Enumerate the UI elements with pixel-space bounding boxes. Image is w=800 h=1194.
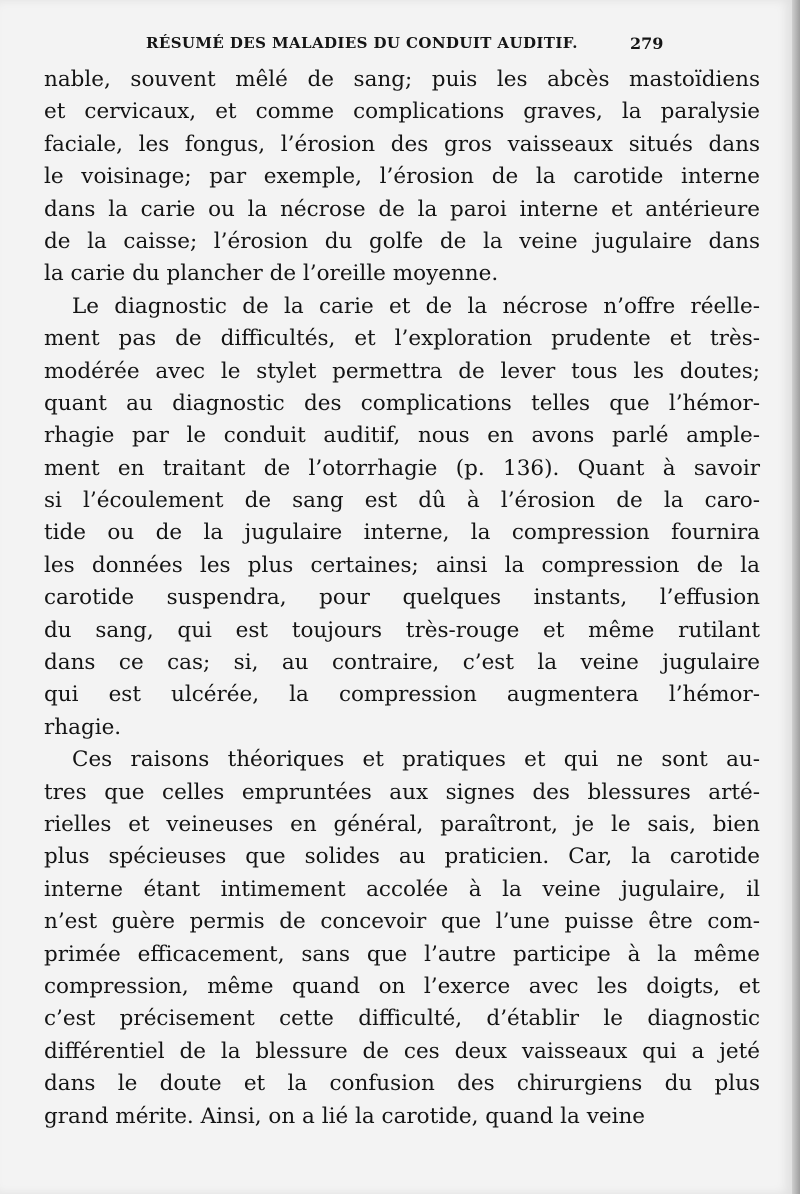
text-line: du sang, qui est toujours très-rouge et même rutilant — [44, 617, 760, 643]
text-line: différentiel de la blessure de ces deux vaisseaux qui a jeté — [44, 1038, 760, 1064]
text-line: le voisinage; par exemple, l’érosion de la carotide interne — [44, 164, 760, 190]
text-line: rhagie. — [44, 714, 122, 740]
text-line: la carie du plancher de l’oreille moyenne. — [44, 261, 499, 287]
text-line: ment pas de difficultés, et l’exploration prudente et très- — [44, 326, 760, 352]
text-line: ment en traitant de l’otorrhagie (p. 136). Quant à savoir — [44, 455, 760, 481]
text-line: quant au diagnostic des complications telles que l’hémor- — [44, 390, 760, 416]
text-line: interne étant intimement accolée à la veine jugulaire, il — [44, 876, 760, 902]
text-line: dans le doute et la confusion des chirurgiens du plus — [44, 1071, 760, 1097]
text-line: faciale, les fongus, l’érosion des gros vaisseaux situés dans — [44, 131, 760, 157]
text-line: dans la carie ou la nécrose de la paroi interne et antérieure — [44, 196, 760, 222]
text-line: Ces raisons théoriques et pratiques et qui ne sont au- — [72, 747, 760, 773]
page-number: 279 — [630, 34, 664, 53]
text-line: dans ce cas; si, au contraire, c’est la veine jugulaire — [44, 650, 760, 676]
running-title: RÉSUMÉ DES MALADIES DU CONDUIT AUDITIF. — [146, 34, 578, 52]
paragraph — [44, 64, 760, 291]
text-line: qui est ulcérée, la compression augmentera l’hémor- — [44, 682, 760, 708]
text-line: tide ou de la jugulaire interne, la compression fournira — [44, 520, 760, 546]
text-line: grand mérite. Ainsi, on a lié la carotide, quand la veine — [44, 1103, 646, 1129]
text-line: tres que celles empruntées aux signes des blessures arté- — [44, 779, 760, 805]
paragraph — [44, 744, 760, 1133]
text-line: rhagie par le conduit auditif, nous en avons parlé ample- — [44, 423, 760, 449]
text-line: plus spécieuses que solides au praticien. Car, la carotide — [44, 844, 760, 870]
paragraph — [44, 291, 760, 744]
running-header — [0, 28, 792, 62]
text-line: modérée avec le stylet permettra de lever tous les doutes; — [44, 358, 760, 384]
text-line: compression, même quand on l’exerce avec les doigts, et — [44, 973, 760, 999]
page-edge — [792, 0, 800, 1194]
text-line: c’est précisement cette difficulté, d’établir le diagnostic — [44, 1006, 760, 1032]
text-line: nable, souvent mêlé de sang; puis les abcès mastoïdiens — [44, 67, 760, 92]
text-line: les données les plus certaines; ainsi la compression de la — [44, 552, 760, 578]
text-line: n’est guère permis de concevoir que l’une puisse être com- — [44, 909, 760, 935]
body-text — [44, 64, 760, 1133]
text-line: carotide suspendra, pour quelques instants, l’effusion — [44, 585, 760, 611]
text-line: si l’écoulement de sang est dû à l’érosion de la caro- — [44, 488, 760, 514]
text-line: primée efficacement, sans que l’autre participe à la même — [44, 941, 760, 967]
text-line: rielles et veineuses en général, paraîtront, je le sais, bien — [44, 811, 760, 837]
text-line: Le diagnostic de la carie et de la nécrose n’offre réelle- — [72, 293, 760, 319]
text-line: et cervicaux, et comme complications graves, la paralysie — [44, 99, 760, 125]
text-line: de la caisse; l’érosion du golfe de la veine jugulaire dans — [44, 228, 760, 254]
